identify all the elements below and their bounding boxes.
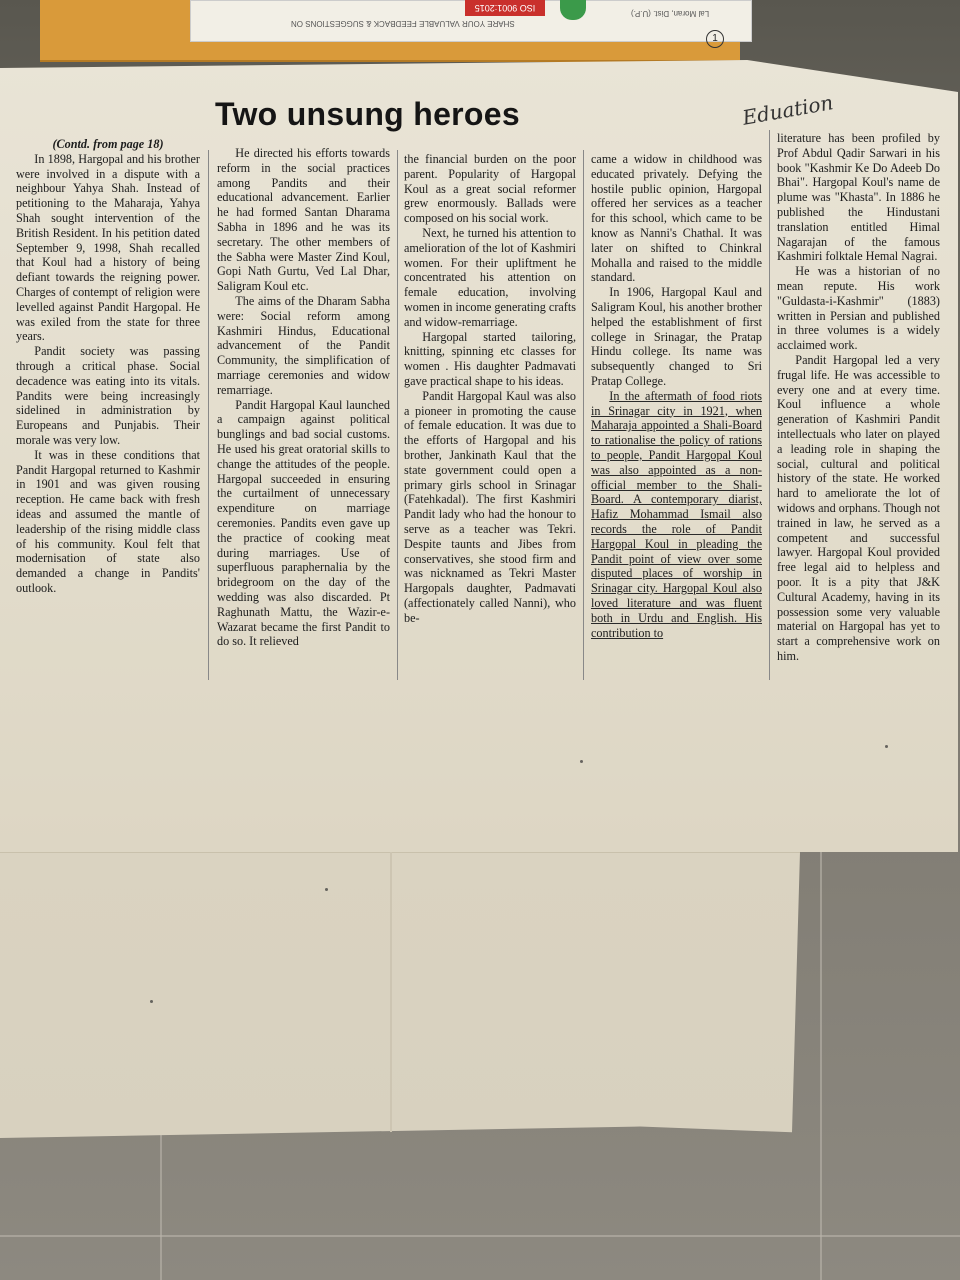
clipping-backing-sheet bbox=[0, 852, 800, 1138]
paragraph: In 1898, Hargopal and his brother were involved in a dispute with a neighbour Yahya Shah. Instead of petitioning to the Maharaja, Yahya Shah sought intervention of the British Resident. In his petition dated September 9, 1998, Shah recalled that Koul had a history of being defiant towards the reigning power. Charges of contempt of religion were levelled against Pandit Hargopal. He was exiled from the state for three years. bbox=[16, 151, 200, 344]
paragraph: Pandit Hargopal led a very frugal life. He was accessible to every one and at every time. Koul influence a whole generation of Kashmiri Pandit intellectuals who later on played a leading role in shaping the social, cultural and political history of the state. He worked hard to ameliorate the lot of widows and orphans. Though not trained in law, he served as a competent and successful lawyer. Hargopal Koul provided free legal aid to helpless and poor. It is a pity that J&K Cultural Academy, having in its possession some very valuable material on Hargopal has yet to start a comprehensive work on him. bbox=[777, 352, 940, 663]
handwritten-note: Eduation bbox=[740, 90, 835, 130]
paragraph: the financial burden on the poor parent. Popularity of Hargopal Koul as a great social reformer grew enormously. Ballads were composed on his social work. bbox=[404, 152, 576, 226]
paragraph: The aims of the Dharam Sabha were: Social reform among Kashmiri Hindus, Educational advancement of the Pandit Community, the simplification of marriage ceremonies and widow remarriage. bbox=[217, 293, 390, 397]
floor-tile-line bbox=[0, 1235, 960, 1237]
article-column-5 bbox=[777, 131, 940, 664]
article-column-3 bbox=[404, 152, 576, 626]
paragraph: It was in these conditions that Pandit Hargopal returned to Kashmir in 1901 and was given rousing reception. He came back with fresh ideas and assumed the mantle of leadership of the rising middle class of his community. Koul felt that modernisation of state also demanded a change in Pandits' outlook. bbox=[16, 447, 200, 595]
iso-badge: ISO 9001:2015 bbox=[465, 0, 545, 16]
paragraph: Pandit Hargopal Kaul was also a pioneer in promoting the cause of female education. It was due to the efforts of Hargopal and his brother, Jankinath Kaul that the state government could open a primary girls school in Srinagar (Fatehkadal). The first Kashmiri Pandit lady who had the honour to serve as a teacher was Tekri. Despite taunts and Jibes from conservatives, she stood firm and was nicknamed as Tekri Master Hargopals daughter, Padmavati (affectionately called Nanni), who be- bbox=[404, 388, 576, 625]
column-rule bbox=[769, 130, 770, 680]
paragraph: He was a historian of no mean repute. His work "Guldasta-i-Kashmir" (1883) written in Persian and published in three volumes is a widely acclaimed work. bbox=[777, 264, 940, 353]
page-circle-number: 1 bbox=[706, 30, 724, 48]
article-headline: Two unsung heroes bbox=[215, 96, 520, 132]
paper-speck bbox=[325, 888, 328, 891]
paragraph: Pandit society was passing through a critical phase. Social decadence was eating into its vitals. Pandits were being increasingly sidelined in administration by Europeans and Punjabis. Their morale was very low. bbox=[16, 344, 200, 447]
strip-text-address: Lal Moran, Dist. (U.P.) bbox=[631, 9, 710, 18]
column-rule bbox=[208, 150, 209, 680]
paragraph: Hargopal started tailoring, knitting, spinning etc classes for women . His daughter Padmavati gave practical shape to his ideas. bbox=[404, 329, 576, 388]
paragraph-underlined: In the aftermath of food riots in Srinagar city in 1921, when Maharaja appointed a Shali-Board to rationalise the policy of rations to people, Pandit Hargopal Koul was also appointed as a non-official member to the Shali-Board. A contemporary diarist, Hafiz Mohammad Ismail also records the role of Pandit Hargopal Koul in pleading the Pandit point of view over some disputed places of worship in Srinagar city. Hargopal Koul also loved literature and was fluent both in Urdu and English. His contribution to bbox=[591, 388, 762, 640]
article-column-1 bbox=[16, 137, 200, 596]
column-rule bbox=[583, 150, 584, 680]
paragraph: literature has been profiled by Prof Abdul Qadir Sarwari in his book "Kashmir Ke Do Adeeb Do Bhai". Hargopal Koul's name de plume was "Khasta". In 1886 he published the Hindustani translation entitled Himal Nagarajan of the famous Kashmiri folktale Hemal Nagrai. bbox=[777, 131, 940, 264]
paper-speck bbox=[150, 1000, 153, 1003]
strip-text-feedback: SHARE YOUR VALUABLE FEEDBACK & SUGGESTIONS ON bbox=[291, 19, 515, 28]
paragraph: Pandit Hargopal Kaul launched a campaign against political bunglings and bad social customs. He used his great oratorial skills to change the attitudes of the people. Hargopal succeeded in ensuring the curtailment of unnecessary expenditure on marriage ceremonies. Pandits even gave up the practice of cooking meat during marriages. Use of superfluous paraphernalia by the bridegroom on the day of the wedding was also discarded. Pt Raghunath Mattu, the Wazir-e-Wazarat became the first Pandit to do so. It relieved bbox=[217, 397, 390, 649]
paper-speck bbox=[885, 745, 888, 748]
column-rule bbox=[397, 150, 398, 680]
floor-tile-line bbox=[160, 1135, 162, 1280]
paragraph: Next, he turned his attention to amelioration of the lot of Kashmiri women. For their upliftment he concentrated his attention on female education, involving women in income generating crafts and widow-remarriage. bbox=[404, 225, 576, 329]
floor-tile-line bbox=[820, 850, 822, 1280]
continued-note: (Contd. from page 18) bbox=[52, 137, 164, 151]
article-column-4 bbox=[591, 152, 762, 640]
paper-speck bbox=[580, 760, 583, 763]
paper-fold-line bbox=[390, 852, 392, 1132]
paragraph: In 1906, Hargopal Kaul and Saligram Koul, his another brother helped the establishment of first college in Srinagar, the Pratap Hindu college. Its name was subsequently changed to Sri Pratap College. bbox=[591, 285, 762, 388]
article-column-2 bbox=[217, 146, 390, 649]
paragraph: He directed his efforts towards reform in the social practices among Pandits and their educational advancement. Earlier he had formed Santan Dharama Sabha in 1896 and he was its secretary. The other members of the Sabha were Master Zind Koul, Gopi Nath Gurtu, Ved Lal Dhar, Saligram Koul etc. bbox=[217, 146, 390, 294]
paragraph: came a widow in childhood was educated privately. Defying the hostile public opinion, Hargopal offered her services as a teacher for this school, which came to be know as Nanni's Chathal. It was later on shifted to Chinkral Mohalla and raised to the middle standard. bbox=[591, 152, 762, 285]
